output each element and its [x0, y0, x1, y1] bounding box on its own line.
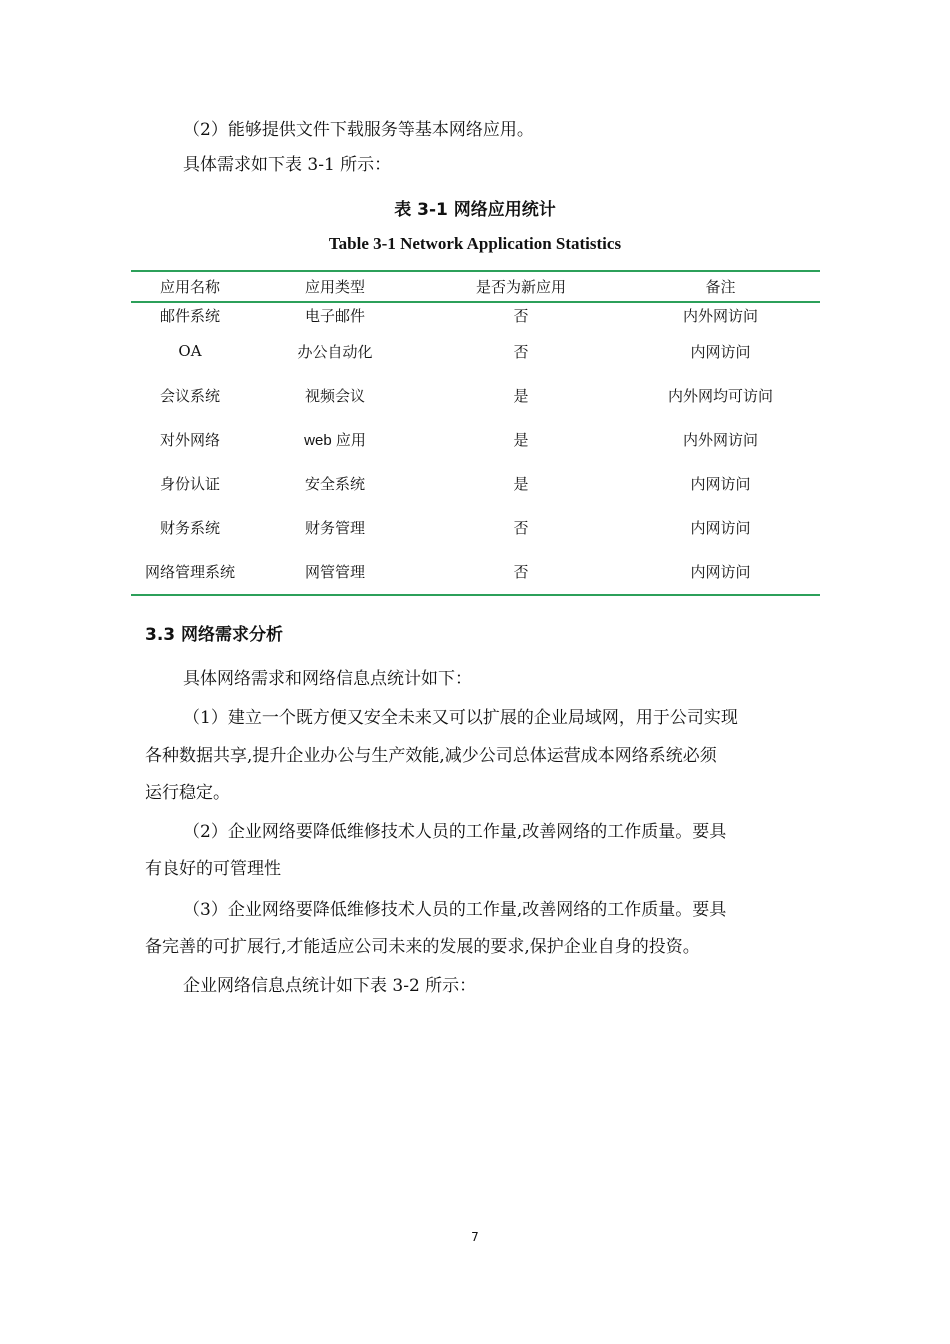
- page-number: 7: [471, 1230, 479, 1244]
- cell-app-name: 会议系统: [159, 386, 220, 405]
- cell-app-type: 安全系统: [304, 474, 365, 493]
- cell-is-new: 否: [513, 518, 529, 537]
- cell-app-type: 财务管理: [304, 518, 365, 537]
- table-caption-cn: 表 3-1 网络应用统计: [394, 200, 556, 220]
- table-row: [131, 549, 820, 595]
- paragraph-table-intro: 具体需求如下表 3-1 所示：: [183, 155, 392, 175]
- cell-is-new: 否: [513, 342, 529, 361]
- requirement-2-line-1: （2）企业网络要降低维修技术人员的工作量,改善网络的工作质量。要具: [183, 822, 727, 842]
- cell-remark: 内网访问: [690, 342, 751, 361]
- table-row: [131, 461, 820, 505]
- table-row: [131, 505, 820, 549]
- paragraph-item-2: （2）能够提供文件下载服务等基本网络应用。: [183, 120, 534, 140]
- cell-app-name: 网络管理系统: [144, 563, 235, 581]
- table-caption-en: Table 3-1 Network Application Statistics: [328, 234, 622, 253]
- cell-remark: 内网访问: [690, 518, 751, 537]
- cell-app-type: 视频会议: [304, 386, 365, 405]
- requirement-1-line-1: （1）建立一个既方便又安全未来又可以扩展的企业局域网，用于公司实现: [183, 708, 738, 728]
- header-remark: 备注: [705, 278, 736, 296]
- cell-remark: 内外网访问: [682, 430, 758, 449]
- table-row: [131, 373, 820, 417]
- cell-app-name: OA: [178, 342, 202, 360]
- requirement-2-line-2: 有良好的可管理性: [145, 859, 281, 879]
- table-row: [131, 302, 820, 329]
- header-app-type: 应用类型: [304, 278, 365, 296]
- section-intro: 具体网络需求和网络信息点统计如下：: [183, 669, 472, 689]
- cell-is-new: 否: [513, 307, 529, 325]
- cell-remark: 内网访问: [690, 563, 751, 581]
- table-row: [131, 329, 820, 373]
- cell-is-new: 是: [513, 430, 529, 449]
- requirement-3-line-1: （3）企业网络要降低维修技术人员的工作量,改善网络的工作质量。要具: [183, 900, 727, 920]
- cell-is-new: 是: [513, 386, 529, 405]
- header-is-new: 是否为新应用: [475, 278, 566, 296]
- requirement-3-line-2: 备完善的可扩展行,才能适应公司未来的发展的要求,保护企业自身的投资。: [145, 937, 700, 957]
- cell-remark: 内外网均可访问: [667, 386, 773, 405]
- cell-is-new: 是: [513, 474, 529, 493]
- cell-app-type: 电子邮件: [304, 307, 365, 325]
- table-header-row: [131, 271, 820, 302]
- cell-app-name: 财务系统: [159, 518, 220, 537]
- cell-app-name: 邮件系统: [159, 307, 220, 325]
- cell-remark: 内网访问: [690, 474, 751, 493]
- table-row: [131, 417, 820, 461]
- cell-app-name: 对外网络: [159, 430, 220, 449]
- cell-app-name: 身份认证: [159, 474, 220, 493]
- cell-app-type: web 应用: [304, 431, 366, 449]
- cell-app-type: 网管管理: [304, 563, 365, 581]
- cell-remark: 内外网访问: [682, 307, 758, 325]
- requirement-1-line-2: 各种数据共享,提升企业办公与生产效能,减少公司总体运营成本网络系统必须: [145, 746, 717, 766]
- cell-is-new: 否: [513, 563, 529, 581]
- cell-app-type: 办公自动化: [297, 342, 373, 361]
- network-application-table: [131, 270, 820, 596]
- header-app-name: 应用名称: [159, 278, 220, 296]
- requirement-1-line-3: 运行稳定。: [145, 783, 230, 803]
- section-outro: 企业网络信息点统计如下表 3-2 所示：: [183, 976, 477, 996]
- section-heading: 3.3 网络需求分析: [145, 625, 284, 645]
